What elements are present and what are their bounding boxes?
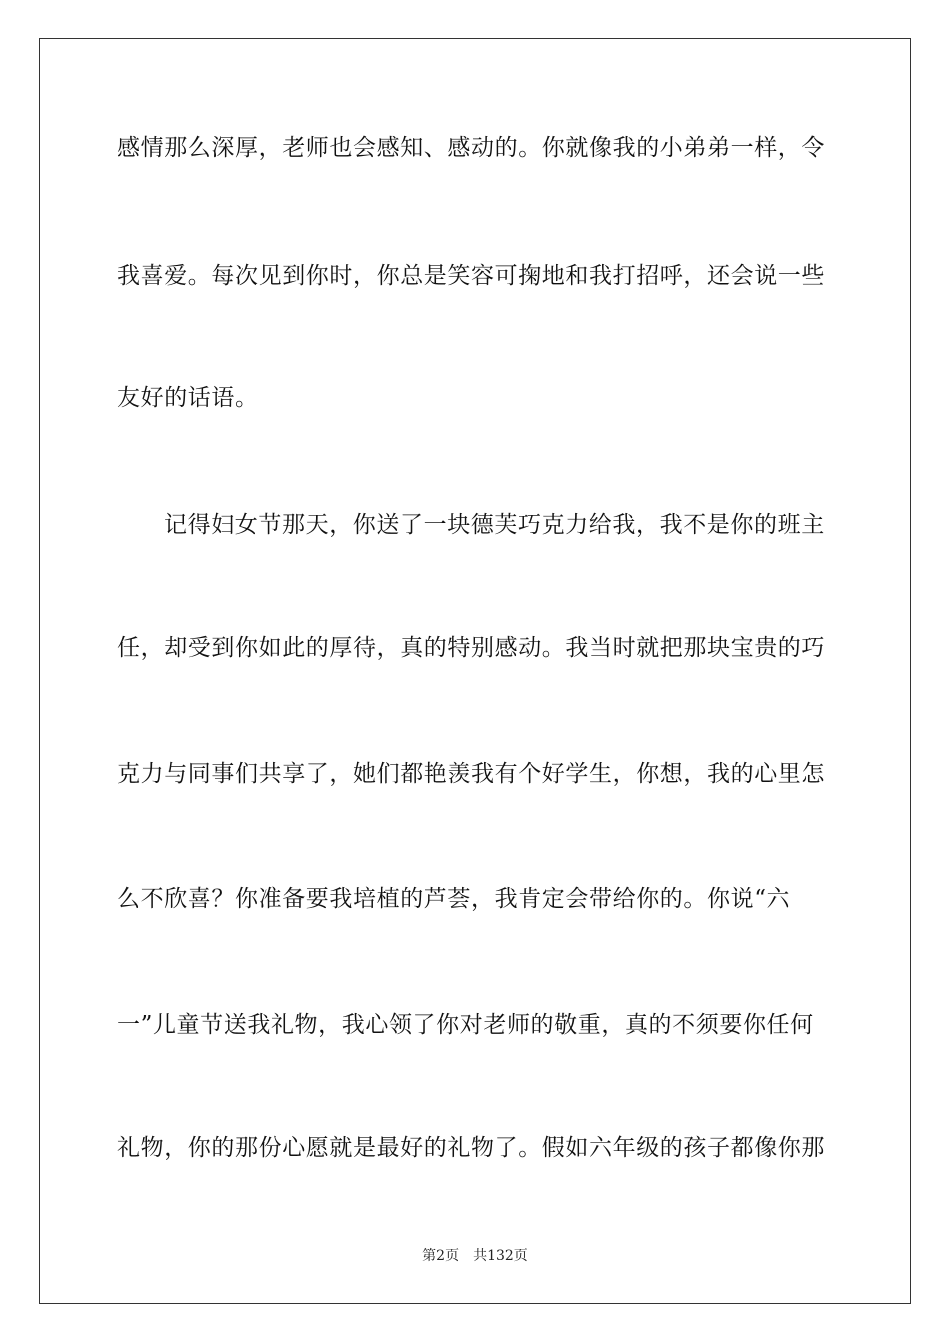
body-text-line: 么不欣喜？你准备要我培植的芦荟，我肯定会带给你的。你说“六 [117,886,791,912]
body-text-line: 克力与同事们共享了，她们都艳羡我有个好学生，你想，我的心里怎 [117,761,825,787]
body-text-line: 一”儿童节送我礼物，我心领了你对老师的敬重，真的不须要你任何 [117,1012,814,1038]
body-text-line: 感情那么深厚，老师也会感知、感动的。你就像我的小弟弟一样，令 [117,135,825,161]
body-text-line: 礼物，你的那份心愿就是最好的礼物了。假如六年级的孩子都像你那 [117,1135,825,1161]
page-number-footer: 第2页 共132页 [422,1248,528,1264]
body-text-line: 任，却受到你如此的厚待，真的特别感动。我当时就把那块宝贵的巧 [117,635,825,661]
page-border [39,38,911,1304]
paragraph-first-line: 记得妇女节那天，你送了一块德芙巧克力给我，我不是你的班主 [164,512,825,538]
body-text-line: 友好的话语。 [117,385,259,411]
body-text-line: 我喜爱。每次见到你时，你总是笑容可掬地和我打招呼，还会说一些 [117,263,825,289]
